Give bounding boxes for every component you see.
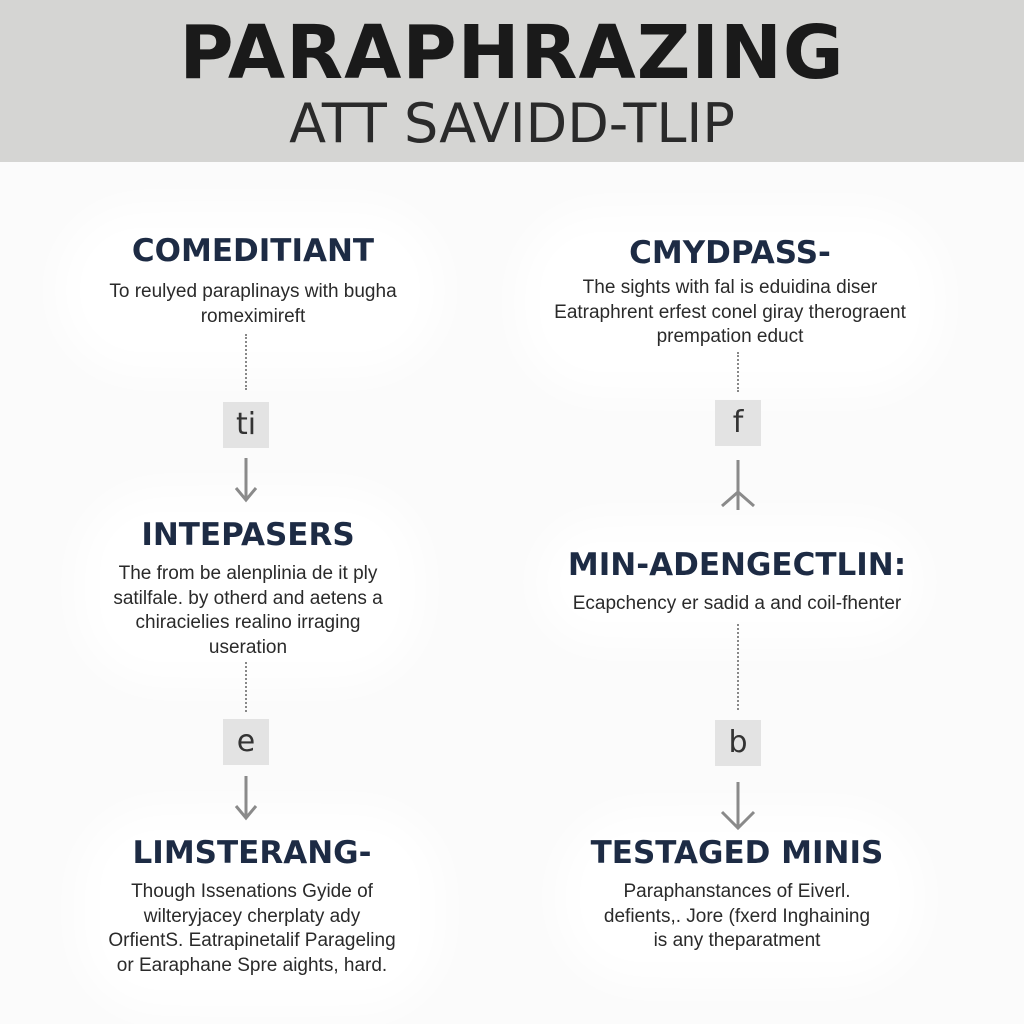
left-node-2-badge: e bbox=[223, 719, 269, 765]
right-node-1-description bbox=[510, 276, 950, 350]
arrow-down-icon bbox=[716, 778, 760, 834]
left-node-3-description bbox=[52, 880, 452, 978]
arrow-up-fork-icon bbox=[716, 456, 760, 512]
description-line: Though Issenations Gyide of bbox=[131, 881, 373, 902]
left-node-1-description bbox=[53, 280, 453, 329]
right-node-1-badge: f bbox=[715, 400, 761, 446]
left-node-2-title: INTEPASERS bbox=[141, 517, 355, 553]
left-node-3-title: LIMSTERANG- bbox=[132, 835, 372, 871]
diagram-area bbox=[0, 162, 1024, 1024]
description-line: Eatraphrent erfest conel giray therograent bbox=[554, 301, 906, 323]
dotted-connector bbox=[737, 352, 739, 392]
description-line: is any theparatment bbox=[653, 930, 821, 951]
description-line: defients,. Jore (fxerd Inghaining bbox=[603, 905, 871, 927]
right-node-3-description bbox=[517, 880, 957, 954]
description-line: prempation educt bbox=[656, 326, 804, 347]
description-line: Ecapchency er sadid a and coil-fhenter bbox=[572, 593, 902, 614]
description-line: To reulyed paraplinays with bugha bbox=[109, 281, 397, 302]
description-line: romeximireft bbox=[200, 305, 306, 327]
header-banner bbox=[0, 0, 1024, 162]
dotted-connector bbox=[737, 624, 739, 710]
description-line: or Earaphane Spre aights, hard. bbox=[116, 954, 388, 976]
description-line: wilteryjacey cherplaty ady bbox=[143, 905, 361, 927]
dotted-connector bbox=[245, 662, 247, 712]
main-title: PARAPHRAZING bbox=[179, 10, 845, 96]
arrow-down-icon bbox=[230, 456, 262, 506]
dotted-connector bbox=[245, 334, 247, 390]
left-node-1-badge: ti bbox=[223, 402, 269, 448]
subtitle: ATT SAVIDD-TLIP bbox=[289, 92, 735, 155]
right-node-2-badge: b bbox=[715, 720, 761, 766]
right-node-1-title: CMYDPASS- bbox=[629, 235, 831, 271]
description-line: chiracielies realino irraging bbox=[135, 612, 361, 633]
description-line: satilfale. by otherd and aetens a bbox=[113, 587, 383, 609]
description-line: The sights with fal is eduidina diser bbox=[582, 277, 878, 298]
right-node-3-title: TESTAGED MINIS bbox=[590, 835, 884, 871]
description-line: OrfientS. Eatrapinetalif Parageling bbox=[108, 930, 396, 951]
description-line: useration bbox=[208, 636, 288, 658]
description-line: The from be alenplinia de it ply bbox=[118, 563, 378, 584]
left-node-2-description bbox=[48, 562, 448, 660]
arrow-down-icon bbox=[230, 774, 262, 824]
left-node-1-title: COMEDITIANT bbox=[131, 233, 375, 269]
right-node-2-description bbox=[517, 592, 957, 617]
right-node-2-title: MIN-ADENGECTLIN: bbox=[567, 547, 907, 583]
description-line: Paraphanstances of Eiverl. bbox=[623, 881, 851, 902]
